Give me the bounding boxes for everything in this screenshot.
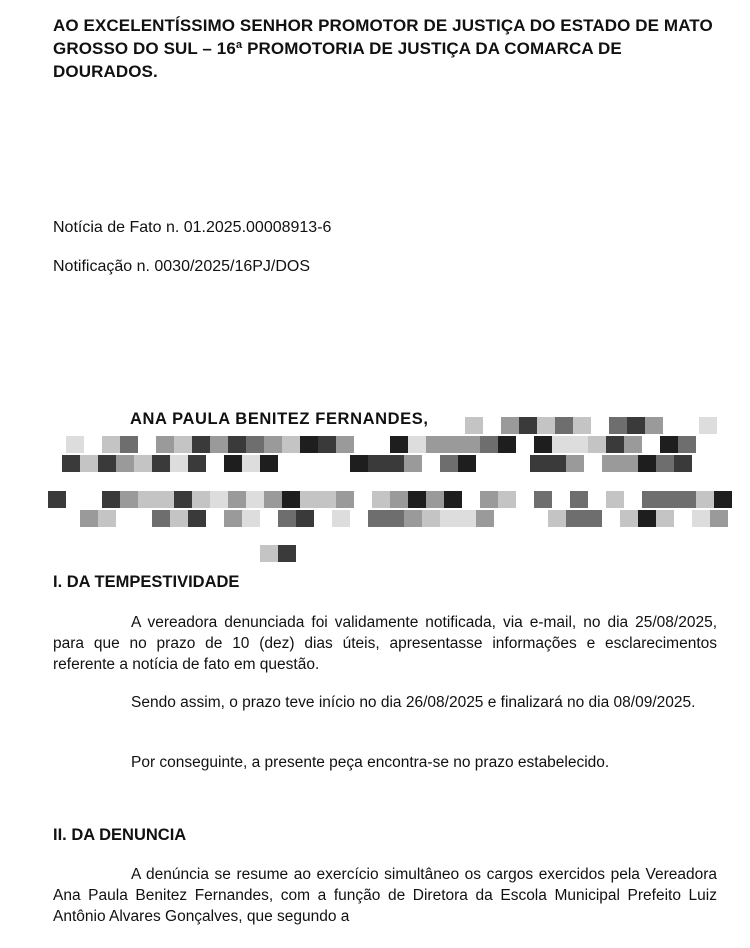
redaction-pixel — [404, 455, 422, 472]
redaction-pixel — [372, 491, 390, 508]
redaction-pixel — [422, 510, 440, 527]
redaction-pixel — [152, 455, 170, 472]
redaction-pixel — [534, 491, 552, 508]
redaction-pixel — [210, 436, 228, 453]
redaction-pixel — [224, 455, 242, 472]
redaction-pixel — [656, 510, 674, 527]
redaction-pixel — [501, 417, 519, 434]
redaction-pixel — [386, 510, 404, 527]
redaction-pixel — [674, 455, 692, 472]
redaction-pixel — [440, 510, 458, 527]
redaction-pixel — [174, 436, 192, 453]
redaction-pixel — [102, 436, 120, 453]
notificacao-ref: Notificação n. 0030/2025/16PJ/DOS — [53, 258, 311, 275]
redaction-pixel — [408, 491, 426, 508]
redaction-pixel — [188, 455, 206, 472]
redaction-pixel — [444, 436, 462, 453]
redaction-pixel — [627, 417, 645, 434]
redaction-pixel — [224, 510, 242, 527]
redaction-pixel — [228, 491, 246, 508]
redaction-pixel — [278, 545, 296, 562]
redaction-pixel — [660, 491, 678, 508]
redaction-pixel — [566, 510, 584, 527]
redaction-pixel — [588, 436, 606, 453]
redaction-pixel — [246, 491, 264, 508]
redaction-pixel — [278, 510, 296, 527]
redaction-pixel — [498, 436, 516, 453]
redaction-pixel — [62, 455, 80, 472]
redaction-pixel — [606, 436, 624, 453]
section-1-title: I. DA TEMPESTIVIDADE — [53, 573, 240, 591]
redaction-pixel — [699, 417, 717, 434]
redaction-pixel — [498, 491, 516, 508]
redaction-pixel — [80, 510, 98, 527]
redaction-pixel — [570, 436, 588, 453]
section-1-paragraph-1: A vereadora denunciada foi validamente notificada, via e-mail, no dia 25/08/2025, para que no prazo de 10 (dez) dias úteis, apresentasse informações e esclarecimentos referente a notícia de fato em questão. — [53, 614, 717, 673]
redaction-pixel — [548, 510, 566, 527]
redaction-pixel — [534, 436, 552, 453]
party-name: ANA PAULA BENITEZ FERNANDES, — [130, 410, 429, 428]
redaction-pixel — [408, 436, 426, 453]
redaction-pixel — [609, 417, 627, 434]
redaction-pixel — [336, 491, 354, 508]
redaction-pixel — [66, 436, 84, 453]
redaction-pixel — [152, 510, 170, 527]
redaction-pixel — [300, 491, 318, 508]
redaction-pixel — [282, 491, 300, 508]
redaction-pixel — [260, 455, 278, 472]
redaction-pixel — [696, 491, 714, 508]
redaction-pixel — [390, 436, 408, 453]
redaction-pixel — [465, 417, 483, 434]
redaction-pixel — [282, 436, 300, 453]
redaction-pixel — [134, 455, 152, 472]
redaction-pixel — [458, 510, 476, 527]
redaction-pixel — [678, 491, 696, 508]
redaction-pixel — [242, 510, 260, 527]
redaction-pixel — [390, 491, 408, 508]
redaction-pixel — [188, 510, 206, 527]
redaction-pixel — [102, 491, 120, 508]
redaction-pixel — [404, 510, 422, 527]
redaction-pixel — [440, 455, 458, 472]
redaction-pixel — [120, 491, 138, 508]
redaction-pixel — [678, 436, 696, 453]
redaction-pixel — [656, 455, 674, 472]
redaction-pixel — [476, 510, 494, 527]
redaction-pixel — [210, 491, 228, 508]
section-1-paragraph-3: Por conseguinte, a presente peça encontra-se no prazo estabelecido. — [131, 754, 610, 771]
redaction-pixel — [264, 491, 282, 508]
redaction-pixel — [620, 510, 638, 527]
redaction-pixel — [170, 510, 188, 527]
addressee-heading: AO EXCELENTÍSSIMO SENHOR PROMOTOR DE JUSTIÇA DO ESTADO DE MATO GROSSO DO SUL – 16ª PROMOTORIA DE JUSTIÇA DA COMARCA DE DOURADOS. — [53, 16, 713, 81]
redaction-pixel — [426, 436, 444, 453]
section-2-title: II. DA DENUNCIA — [53, 826, 187, 844]
redaction-pixel — [620, 455, 638, 472]
redaction-pixel — [537, 417, 555, 434]
redaction-pixel — [368, 455, 386, 472]
redaction-pixel — [192, 436, 210, 453]
redaction-pixel — [624, 436, 642, 453]
redaction-pixel — [156, 436, 174, 453]
redaction-pixel — [192, 491, 210, 508]
redaction-pixel — [519, 417, 537, 434]
redaction-pixel — [645, 417, 663, 434]
redaction-pixel — [170, 455, 188, 472]
redaction-pixel — [156, 491, 174, 508]
redaction-pixel — [386, 455, 404, 472]
redaction-pixel — [174, 491, 192, 508]
redaction-pixel — [98, 455, 116, 472]
redaction-pixel — [548, 455, 566, 472]
redaction-pixel — [350, 455, 368, 472]
redaction-pixel — [242, 455, 260, 472]
redaction-pixel — [444, 491, 462, 508]
redaction-pixel — [638, 455, 656, 472]
redaction-pixel — [530, 455, 548, 472]
redaction-pixel — [552, 436, 570, 453]
redaction-pixel — [264, 436, 282, 453]
redaction-pixel — [116, 455, 134, 472]
redaction-pixel — [120, 436, 138, 453]
redaction-pixel — [566, 455, 584, 472]
redaction-pixel — [642, 491, 660, 508]
redaction-pixel — [573, 417, 591, 434]
redaction-pixel — [318, 491, 336, 508]
redaction-pixel — [606, 491, 624, 508]
section-1-paragraph-2: Sendo assim, o prazo teve início no dia 26/08/2025 e finalizará no dia 08/09/2025. — [131, 694, 696, 711]
redaction-pixel — [570, 491, 588, 508]
redaction-pixel — [638, 510, 656, 527]
redaction-pixel — [660, 436, 678, 453]
redaction-pixel — [480, 491, 498, 508]
redaction-pixel — [458, 455, 476, 472]
redaction-pixel — [80, 455, 98, 472]
redaction-pixel — [692, 510, 710, 527]
redaction-pixel — [228, 436, 246, 453]
redaction-pixel — [714, 491, 732, 508]
redaction-pixel — [336, 436, 354, 453]
redaction-pixel — [300, 436, 318, 453]
redaction-pixel — [368, 510, 386, 527]
redaction-pixel — [260, 545, 278, 562]
redaction-pixel — [138, 491, 156, 508]
redaction-pixel — [710, 510, 728, 527]
redaction-pixel — [318, 436, 336, 453]
redaction-pixel — [48, 491, 66, 508]
redaction-pixel — [98, 510, 116, 527]
redaction-pixel — [332, 510, 350, 527]
section-2-paragraph-1: A denúncia se resume ao exercício simultâneo os cargos exercidos pela Vereadora Ana Paula Benitez Fernandes, com a função de Diretora da Escola Municipal Prefeito Luiz Antônio Alvares Gonçalves, que segundo a — [53, 866, 717, 925]
redaction-pixel — [296, 510, 314, 527]
redaction-pixel — [462, 436, 480, 453]
noticia-de-fato-ref: Notícia de Fato n. 01.2025.00008913-6 — [53, 219, 332, 236]
redaction-pixel — [426, 491, 444, 508]
redaction-pixel — [480, 436, 498, 453]
redaction-pixel — [555, 417, 573, 434]
redaction-pixel — [602, 455, 620, 472]
redaction-pixel — [246, 436, 264, 453]
redaction-pixel — [584, 510, 602, 527]
